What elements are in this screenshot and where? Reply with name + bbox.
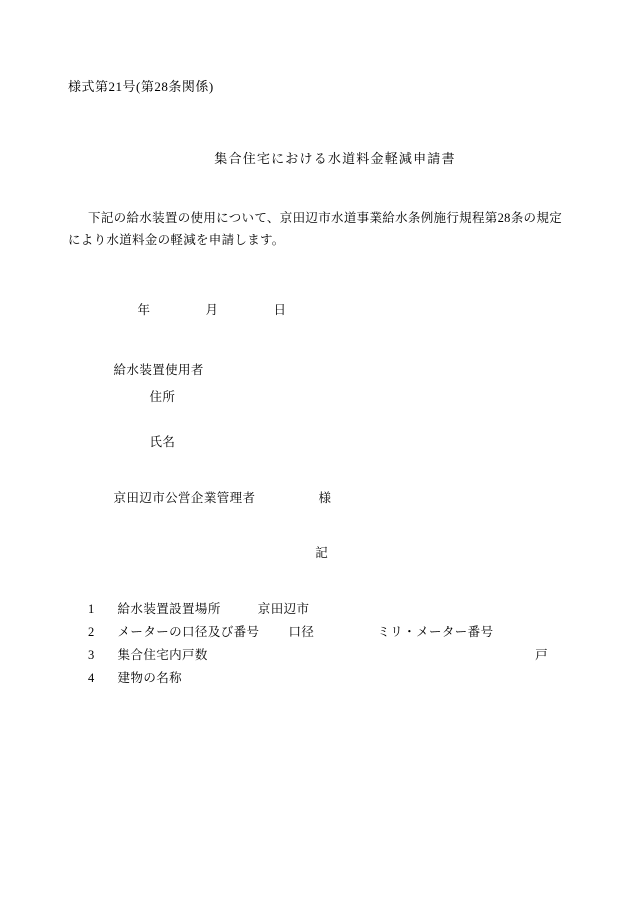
list-item [88,667,548,690]
item-number: 3 [88,648,95,663]
list-item [88,644,548,667]
item-value: 京田辺市 [257,602,310,616]
name-row [68,432,175,450]
date-line [68,300,286,318]
item-label: 給水装置設置場所 [117,602,221,616]
address-row [68,385,204,410]
intro-paragraph: 下記の給水装置の使用について、京田辺市水道事業給水条例施行規程第28条の規定により水道料金の軽減を申請します。 [68,211,562,247]
manager-row [68,488,331,506]
item-number: 4 [88,671,95,686]
item-list [88,598,548,691]
item-unit: 戸 [535,648,548,663]
item-number: 1 [88,602,95,616]
ki-mark: 記 [315,546,329,560]
date-month-label: 月 [205,303,219,317]
date-year-label: 年 [137,303,151,317]
manager-label: 京田辺市公営企業管理者 [113,491,256,505]
item-value: 口径 [288,625,315,640]
item-label: メーターの口径及び番号 [117,625,260,640]
page-title: 集合住宅における水道料金軽減申請書 [214,151,456,166]
form-number: 様式第21号(第28条関係) [68,79,214,94]
address-label: 住所 [149,390,176,404]
item-unit: ミリ・メーター番号 [377,625,494,640]
list-item [88,621,548,644]
list-item [88,598,548,621]
manager-honorific: 様 [318,491,332,505]
user-row [68,358,204,383]
item-label: 集合住宅内戸数 [117,648,208,663]
name-label: 氏名 [149,435,176,449]
item-label: 建物の名称 [117,671,183,686]
user-block [68,358,204,410]
user-label: 給水装置使用者 [113,363,204,377]
date-day-label: 日 [273,303,287,317]
item-number: 2 [88,625,95,640]
